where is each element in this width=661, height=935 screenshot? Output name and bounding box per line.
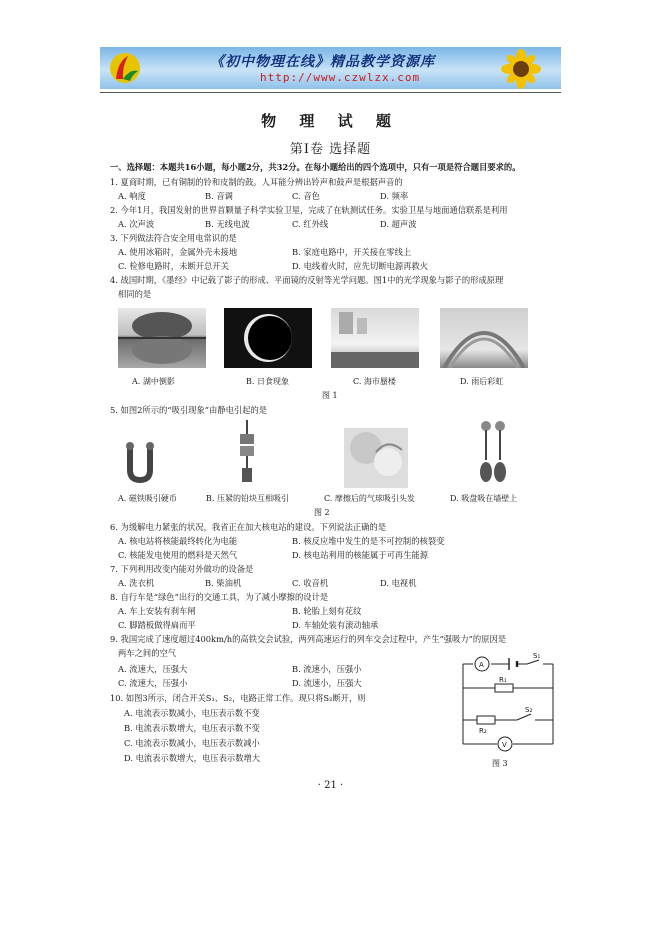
fig1-caption-d: D. 雨后彩虹 (460, 377, 504, 386)
banner-url: http://www.czwlzx.com (260, 71, 421, 84)
q2-stem: 2. 今年1月，我国发射的世界首颗量子科学实验卫星，完成了在轨测试任务。实验卫星与地面通信联系是利用 (110, 205, 508, 215)
q10-option-b: B. 电流表示数增大，电压表示数不变 (124, 723, 260, 733)
s2-label: S₂ (525, 706, 533, 714)
q8-stem: 8. 自行车是“绿色”出行的交通工具，为了减小摩擦的设计是 (110, 592, 329, 602)
q6-option-b: B. 核反应堆中发生的是不可控制的核裂变 (292, 536, 445, 546)
lead-blocks-image (236, 420, 258, 484)
fig1-caption-b: B. 日食现象 (246, 377, 289, 386)
r1-label: R₁ (499, 676, 507, 684)
r2-label: R₂ (479, 727, 487, 735)
q8-option-b: B. 轮胎上刻有花纹 (292, 606, 362, 616)
q8-option-a: A. 车上安装有刹车闸 (118, 606, 196, 616)
q9-stem-line2: 两车之间的空气 (118, 648, 177, 658)
q4-stem-line2: 相同的是 (118, 289, 152, 299)
q10-option-c: C. 电流表示数减小，电压表示数减小 (124, 738, 260, 748)
q3-option-b: B. 家庭电路中，开关接在零线上 (292, 247, 412, 257)
suction-cup-image (478, 420, 508, 484)
page-title: 物 理 试 题 (261, 112, 400, 130)
q9-option-c: C. 流速大，压强小 (118, 678, 188, 688)
q3-option-a: A. 使用冰箱时，金属外壳未接地 (118, 247, 238, 257)
q8-option-d: D. 车轴处装有滚动轴承 (292, 620, 379, 630)
banner-title: 《初中物理在线》精品教学资源库 (210, 54, 435, 70)
voltmeter-label: V (502, 741, 507, 749)
q1-option-d: D. 频率 (380, 191, 409, 201)
fig1-label: 图 1 (322, 391, 338, 400)
q2-option-b: B. 无线电波 (205, 219, 250, 229)
ammeter-label: A (479, 661, 484, 669)
fig2-caption-d: D. 吸盘吸在墙壁上 (450, 494, 518, 503)
fig3-label: 图 3 (492, 759, 508, 768)
header-banner (100, 47, 561, 89)
mirage-image (331, 308, 419, 368)
fig2-caption-a: A. 磁铁吸引硬币 (118, 494, 177, 503)
q6-stem: 6. 为缓解电力紧张的状况，我省正在加大核电站的建设。下列说法正确的是 (110, 522, 387, 532)
s1-label: S₁ (533, 652, 541, 660)
q2-option-c: C. 红外线 (292, 219, 329, 229)
q7-option-b: B. 柴油机 (205, 578, 242, 588)
sunflower-icon (491, 49, 547, 89)
q7-option-d: D. 电视机 (380, 578, 417, 588)
q8-option-c: C. 脚踏板做得扁而平 (118, 620, 196, 630)
section-subtitle: 第Ⅰ卷 选择题 (289, 142, 372, 157)
q6-option-c: C. 核能发电使用的燃料是天然气 (118, 550, 238, 560)
q6-option-a: A. 核电站将核能最终转化为电能 (118, 536, 238, 546)
q4-stem-line1: 4. 战国时期，《墨经》中记载了影子的形成、平面镜的反射等光学问题。图1中的光学现象与影子的形成原理 (110, 275, 504, 285)
section-intro: 一、选择题：本题共16小题，每小题2分，共32分。在每小题给出的四个选项中，只有一项是符合题目要求的。 (110, 162, 521, 172)
solar-eclipse-image (224, 308, 312, 368)
q5-stem: 5. 如图2所示的“吸引现象”由静电引起的是 (110, 405, 268, 415)
q9-option-d: D. 流速小，压强大 (292, 678, 362, 688)
magnet-coins-image (122, 440, 158, 484)
fig2-caption-b: B. 压紧的铅块互相吸引 (206, 494, 289, 503)
circuit-diagram (455, 652, 565, 757)
fig1-caption-a: A. 湖中倒影 (132, 377, 175, 386)
q3-option-c: C. 检修电路时，未断开总开关 (118, 261, 229, 271)
q9-option-a: A. 流速大，压强大 (118, 664, 188, 674)
q2-option-a: A. 次声波 (118, 219, 155, 229)
fig1-caption-c: C. 海市蜃楼 (353, 377, 396, 386)
page-number: · 21 · (317, 780, 344, 791)
q1-stem: 1. 夏商时期，已有铜制的铃和皮制的鼓。人耳能分辨出铃声和鼓声是根据声音的 (110, 177, 403, 187)
lake-reflection-image (118, 308, 206, 368)
q6-option-d: D. 核电站利用的核能属于可再生能源 (292, 550, 429, 560)
q1-option-b: B. 音调 (205, 191, 233, 201)
q9-stem-line1: 9. 我国完成了速度超过400km/h的高铁交会试验，两列高速运行的列车交会过程中，产生“强吸力”的原因是 (110, 634, 507, 644)
q7-option-a: A. 洗衣机 (118, 578, 155, 588)
q9-option-b: B. 流速小，压强小 (292, 664, 362, 674)
q2-option-d: D. 超声波 (380, 219, 417, 229)
q1-option-a: A. 响度 (118, 191, 146, 201)
header-rule (100, 92, 561, 93)
q1-option-c: C. 音色 (292, 191, 320, 201)
balloon-hair-image (344, 428, 408, 488)
q7-option-c: C. 收音机 (292, 578, 329, 588)
fig2-label: 图 2 (314, 508, 330, 517)
q3-stem: 3. 下列做法符合安全用电常识的是 (110, 233, 237, 243)
fig2-caption-c: C. 摩擦后的气球吸引头发 (324, 494, 415, 503)
q10-stem: 10. 如图3所示，闭合开关S₁、S₂，电路正常工作。现只将S₂断开，则 (110, 693, 366, 703)
logo-icon (108, 51, 142, 85)
q3-option-d: D. 电线着火时，应先切断电源再救火 (292, 261, 429, 271)
q10-option-a: A. 电流表示数减小，电压表示数不变 (124, 708, 260, 718)
rainbow-image (440, 308, 528, 368)
q7-stem: 7. 下列利用改变内能对外做功的设备是 (110, 564, 254, 574)
q10-option-d: D. 电流表示数增大，电压表示数增大 (124, 753, 261, 763)
